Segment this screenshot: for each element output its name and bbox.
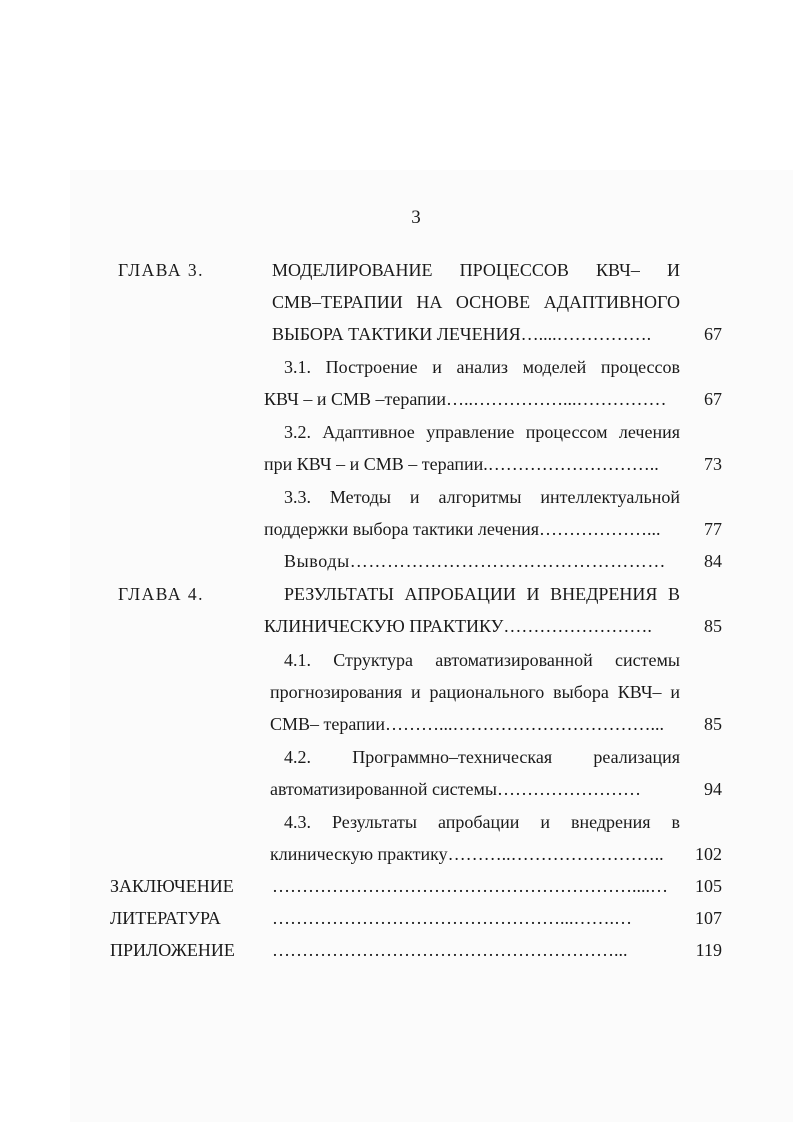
chapter4-page: 85 xyxy=(704,616,722,636)
section-4-1-page: 85 xyxy=(704,714,722,734)
chapter3-label: ГЛАВА 3. xyxy=(118,260,205,280)
appendix-page: 119 xyxy=(695,940,722,960)
section-3-2-line2: при КВЧ – и СМВ – терапии.……………………….. xyxy=(264,454,659,474)
literature-label: ЛИТЕРАТУРА xyxy=(110,908,221,928)
chapter3-title-line2: СМВ–ТЕРАПИИ НА ОСНОВЕ АДАПТИВНОГО xyxy=(272,292,680,312)
section-4-1-line1: 4.1. Структура автоматизированной системы xyxy=(284,650,680,670)
chapter3-conclusions-page: 84 xyxy=(704,551,722,571)
section-4-3-line1: 4.3. Результаты апробации и внедрения в xyxy=(284,812,680,832)
section-3-2-line1: 3.2. Адаптивное управление процессом лечения xyxy=(284,422,680,442)
appendix-leader: …………………………………………………... xyxy=(272,940,628,960)
section-4-2-page: 94 xyxy=(704,779,722,799)
conclusion-page: 105 xyxy=(695,876,722,896)
chapter3-title-line3: ВЫБОРА ТАКТИКИ ЛЕЧЕНИЯ…....……………. xyxy=(272,324,652,344)
section-3-1-line1: 3.1. Построение и анализ моделей процессов xyxy=(284,357,680,377)
section-4-1-line2: прогнозирования и рационального выбора КВЧ– и xyxy=(270,682,680,702)
section-4-2-line1: 4.2. Программно–техническая реализация xyxy=(284,747,680,767)
chapter4-title-line2: КЛИНИЧЕСКУЮ ПРАКТИКУ……………………. xyxy=(264,616,652,636)
section-3-3-line2: поддержки выбора тактики лечения………………... xyxy=(264,519,661,539)
chapter3-title-line1: МОДЕЛИРОВАНИЕ ПРОЦЕССОВ КВЧ– И xyxy=(272,260,680,280)
literature-page: 107 xyxy=(695,908,722,928)
page-number: 3 xyxy=(411,207,421,228)
section-3-1-page: 67 xyxy=(704,389,722,409)
section-3-1-line2: КВЧ – и СМВ –терапии…..……………...…………… xyxy=(264,389,667,409)
section-4-2-line2: автоматизированной системы…………………… xyxy=(270,779,641,799)
conclusion-leader: ……………………………………………………....… xyxy=(272,876,668,896)
section-3-3-line1: 3.3. Методы и алгоритмы интеллектуальной xyxy=(284,487,680,507)
section-3-3-page: 77 xyxy=(704,519,722,539)
chapter3-conclusions: Выводы…………………………………………… xyxy=(284,551,667,571)
section-4-3-page: 102 xyxy=(695,844,722,864)
conclusion-label: ЗАКЛЮЧЕНИЕ xyxy=(110,876,234,896)
section-3-2-page: 73 xyxy=(704,454,722,474)
chapter3-page: 67 xyxy=(704,324,722,344)
appendix-label: ПРИЛОЖЕНИЕ xyxy=(110,940,235,960)
section-4-3-line2: клиническую практику………..…………………….. xyxy=(270,844,664,864)
literature-leader: …………………………………………...…….… xyxy=(272,908,632,928)
chapter4-title-line1: РЕЗУЛЬТАТЫ АПРОБАЦИИ И ВНЕДРЕНИЯ В xyxy=(284,584,680,604)
section-4-1-line3: СМВ– терапии………...……………………………... xyxy=(270,714,665,734)
chapter4-label: ГЛАВА 4. xyxy=(118,584,205,604)
